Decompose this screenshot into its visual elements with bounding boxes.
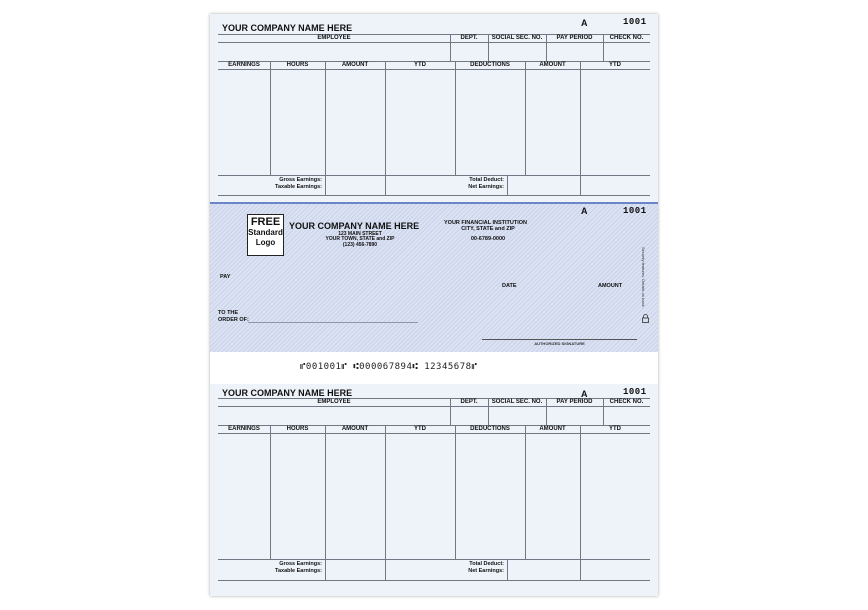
payroll-check-form — [210, 14, 658, 596]
employee-header: EMPLOYEE — [317, 399, 351, 405]
divider — [218, 195, 650, 196]
deductions-header: DEDUCTIONS — [470, 426, 510, 432]
ssn-header: SOCIAL SEC. NO. — [491, 399, 543, 405]
divider — [525, 61, 526, 175]
signature-label: AUTHORIZED SIGNATURE — [534, 341, 585, 346]
deduction-amount-header: AMOUNT — [539, 426, 566, 432]
divider — [488, 34, 489, 61]
pay-period-header: PAY PERIOD — [556, 399, 593, 405]
logo-line-2: Standard — [248, 228, 283, 237]
taxable-earnings-label: Taxable Earnings: — [275, 568, 322, 574]
micr-line: ⑈001001⑈ ⑆000067894⑆ 12345678⑈ — [300, 362, 478, 372]
date-label: DATE — [502, 283, 517, 289]
divider — [603, 398, 604, 425]
signature-line — [482, 339, 637, 340]
logo-placeholder — [247, 214, 284, 256]
pay-period-header: PAY PERIOD — [556, 35, 593, 41]
stub-letter: A — [581, 18, 588, 28]
net-earnings-label: Net Earnings: — [468, 568, 504, 574]
divider — [270, 61, 271, 175]
divider — [507, 559, 508, 580]
divider — [525, 425, 526, 559]
divider — [603, 34, 604, 61]
divider — [455, 425, 456, 559]
divider — [546, 34, 547, 61]
stub-number: 1001 — [623, 17, 647, 27]
dept-header: DEPT. — [460, 399, 478, 405]
hours-header: HOURS — [286, 426, 309, 432]
ytd-header: YTD — [414, 426, 426, 432]
earnings-header: EARNINGS — [228, 426, 260, 432]
total-deduct-label: Total Deduct: — [469, 177, 504, 183]
logo-line-3: Logo — [255, 238, 276, 247]
divider — [450, 34, 451, 61]
hours-header: HOURS — [286, 62, 309, 68]
routing-fraction: 00-6789-0000 — [470, 236, 506, 242]
divider — [218, 42, 650, 43]
check-no-header: CHECK NO. — [609, 399, 644, 405]
to-the-label: TO THE — [218, 310, 239, 316]
taxable-earnings-label: Taxable Earnings: — [275, 184, 322, 190]
divider — [385, 425, 386, 580]
divider — [218, 175, 650, 176]
company-address-1: 123 MAIN STREET — [338, 231, 382, 237]
stub-letter: A — [581, 389, 588, 399]
check-company-name: YOUR COMPANY NAME HERE — [289, 221, 420, 231]
stub-number: 1001 — [623, 387, 647, 397]
gross-earnings-label: Gross Earnings: — [279, 561, 322, 567]
order-of-label: ORDER OF: — [218, 317, 249, 323]
ssn-header: SOCIAL SEC. NO. — [491, 35, 543, 41]
divider — [488, 398, 489, 425]
divider — [218, 580, 650, 581]
amount-header: AMOUNT — [341, 426, 369, 432]
amount-label: AMOUNT — [598, 283, 623, 289]
dept-header: DEPT. — [460, 35, 478, 41]
check-no-header: CHECK NO. — [609, 35, 644, 41]
deduction-ytd-header: YTD — [609, 426, 621, 432]
pay-label: PAY — [220, 274, 231, 280]
divider — [450, 398, 451, 425]
divider — [546, 398, 547, 425]
divider — [270, 425, 271, 559]
payee-line — [248, 322, 418, 323]
check-top-border — [210, 202, 658, 204]
logo-line-1: FREE — [250, 216, 281, 228]
company-phone: (123) 456-7890 — [342, 242, 378, 248]
gross-earnings-label: Gross Earnings: — [279, 177, 322, 183]
amount-header: AMOUNT — [341, 62, 369, 68]
employee-header: EMPLOYEE — [317, 35, 351, 41]
micr-strip — [210, 352, 658, 384]
stub-company-name: YOUR COMPANY NAME HERE — [222, 23, 353, 33]
divider — [325, 425, 326, 580]
earnings-header: EARNINGS — [228, 62, 260, 68]
bottom-stub — [210, 382, 658, 596]
divider — [507, 175, 508, 195]
divider — [580, 425, 581, 580]
net-earnings-label: Net Earnings: — [468, 184, 504, 190]
divider — [218, 69, 650, 70]
stub-company-name: YOUR COMPANY NAME HERE — [222, 388, 353, 398]
divider — [218, 433, 650, 434]
divider — [455, 61, 456, 175]
deduction-ytd-header: YTD — [609, 62, 621, 68]
ytd-header: YTD — [414, 62, 426, 68]
padlock-icon — [642, 310, 649, 328]
check-number: 1001 — [623, 206, 647, 216]
check-letter: A — [581, 206, 588, 216]
bank-city: CITY, STATE and ZIP — [461, 226, 515, 232]
bank-name: YOUR FINANCIAL INSTITUTION — [444, 220, 528, 226]
security-note: Security features. Details on back. — [641, 247, 646, 308]
divider — [218, 559, 650, 560]
company-address-2: YOUR TOWN, STATE and ZIP — [325, 236, 395, 242]
deductions-header: DEDUCTIONS — [470, 62, 510, 68]
total-deduct-label: Total Deduct: — [469, 561, 504, 567]
deduction-amount-header: AMOUNT — [539, 62, 566, 68]
divider — [218, 406, 650, 407]
